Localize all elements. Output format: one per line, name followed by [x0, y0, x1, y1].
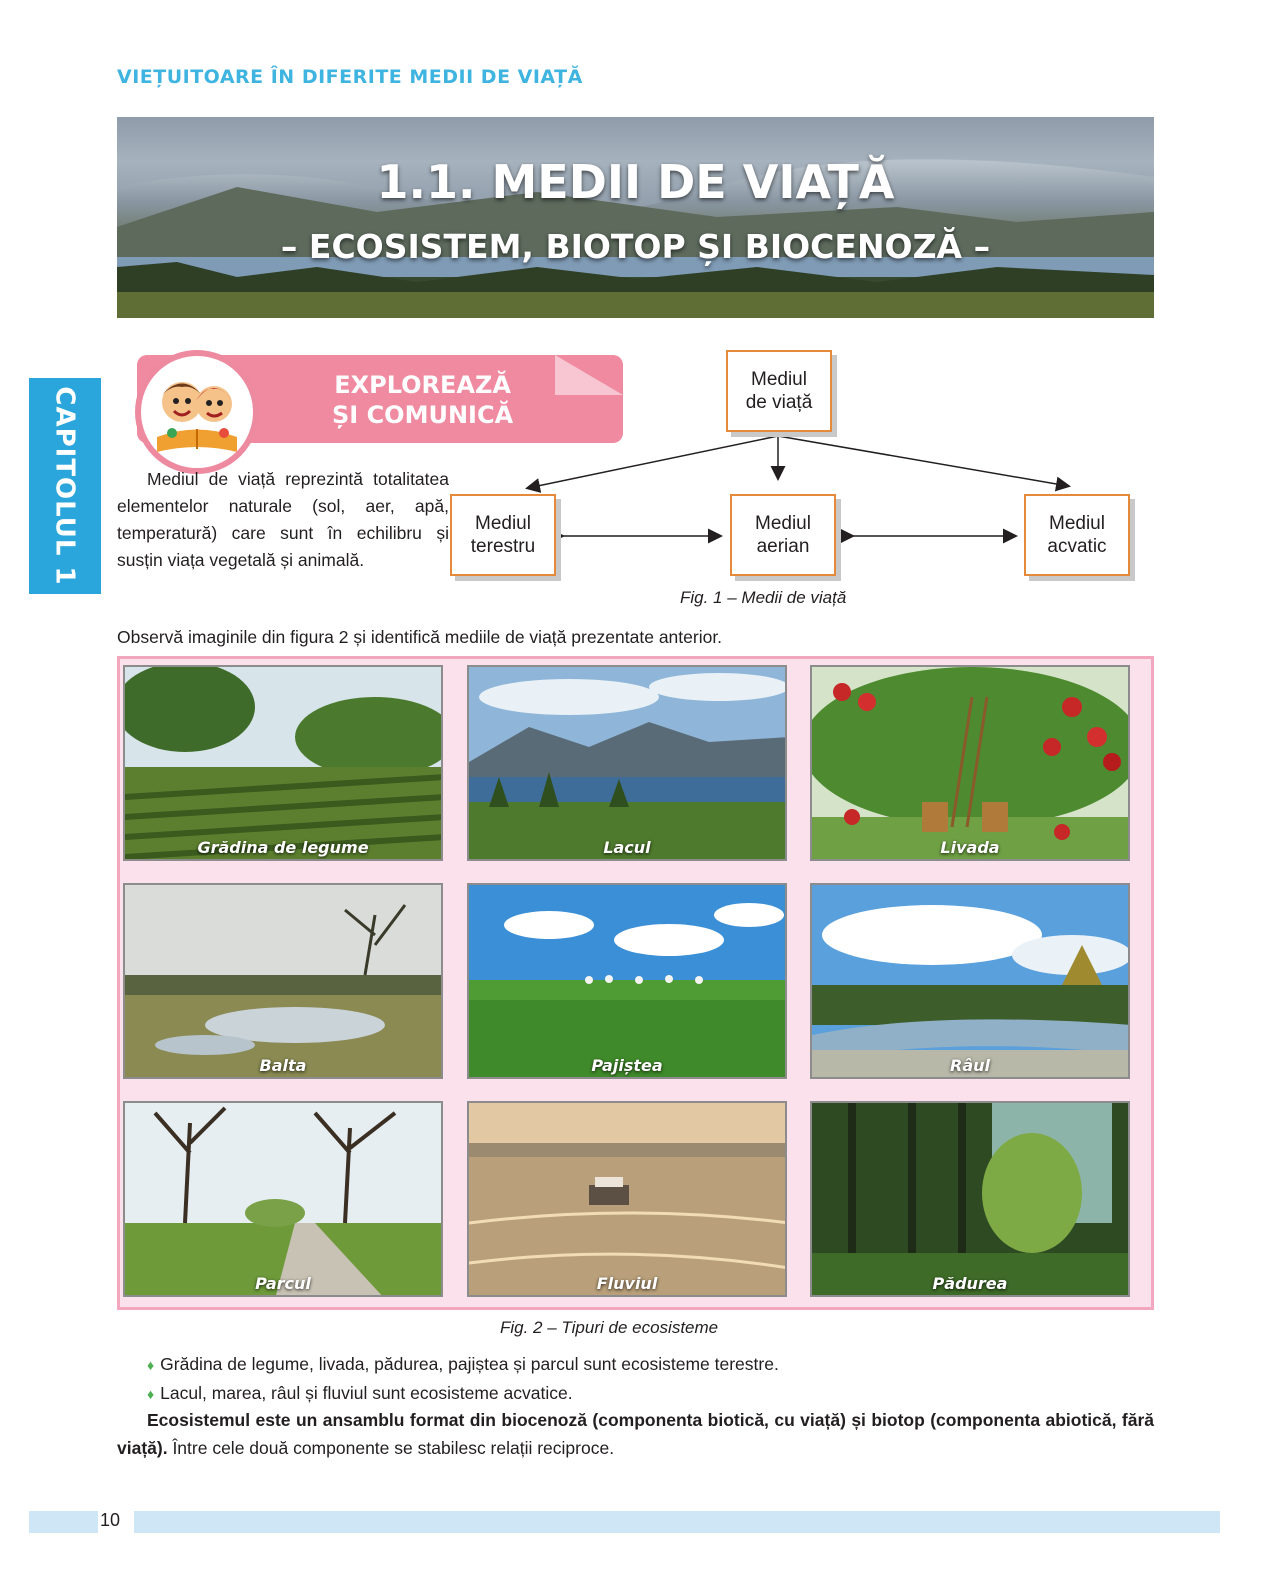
photo-lake	[467, 665, 787, 861]
tile-label: Grădina de legume	[197, 838, 369, 857]
box-root-line1: Mediul	[751, 369, 807, 390]
box-terrestrial	[450, 494, 556, 576]
footer-bar-left	[29, 1511, 98, 1533]
diamond-bullet-icon: ♦	[147, 1357, 155, 1373]
bullet-item	[147, 1379, 779, 1408]
bullet-text: Grădina de legume, livada, pădurea, pajiștea și parcul sunt ecosisteme terestre.	[160, 1354, 779, 1374]
photo-forest	[810, 1101, 1130, 1297]
photo-meadow	[467, 883, 787, 1079]
bullet-item	[147, 1350, 779, 1379]
definition-paragraph	[117, 1406, 1154, 1462]
tile-label: Parcul	[255, 1274, 311, 1293]
habitat-diagram	[450, 350, 1150, 620]
box-aerial	[730, 494, 836, 576]
box-terrestrial-line2: terestru	[470, 536, 536, 557]
chapter-tab	[29, 378, 101, 594]
intro-paragraph: Mediul de viață reprezintă totalitatea elementelor naturale (sol, aer, apă, temperatură) care sunt în echilibru și susțin viața vegetală și animală.	[117, 469, 449, 570]
box-aerial-line1: Mediul	[755, 513, 811, 534]
explore-line-2: ȘI COMUNICĂ	[332, 401, 514, 429]
box-root-line2: de viață	[745, 392, 813, 413]
tile-label: Fluviul	[596, 1274, 658, 1293]
footer-bar-right	[134, 1511, 1220, 1533]
explore-line-1: EXPLOREAZĂ	[334, 371, 511, 399]
lesson-title: 1.1. MEDII DE VIAȚĂ	[376, 155, 895, 209]
photo-orchard	[810, 665, 1130, 861]
page-number: 10	[100, 1510, 121, 1530]
definition-rest: Între cele două componente se stabilesc relații reciproce.	[167, 1438, 615, 1458]
tile-label: Lacul	[603, 838, 651, 857]
bullet-list	[147, 1350, 779, 1408]
tile-label: Pădurea	[932, 1274, 1008, 1293]
diamond-bullet-icon: ♦	[147, 1386, 155, 1402]
instruction-text: Observă imaginile din figura 2 și identifică mediile de viață prezentate anterior.	[117, 627, 723, 647]
lesson-subtitle: – ECOSISTEM, BIOTOP ȘI BIOCENOZĂ –	[280, 227, 991, 266]
box-aquatic	[1024, 494, 1130, 576]
figure1-caption: Fig. 1 – Medii de viață	[680, 588, 847, 607]
box-aquatic-line2: acvatic	[1047, 536, 1107, 557]
tile-label: Livada	[940, 838, 1000, 857]
chapter-tab-label: CAPITOLUL 1	[50, 386, 81, 586]
definition-bold: Ecosistemul este un ansamblu format din biocenoză (componenta biotică, cu viață) și biotop (componenta abiotică, fără viață).	[117, 1410, 1154, 1458]
photo-pond	[123, 883, 443, 1079]
box-aerial-line2: aerian	[756, 536, 810, 557]
children-reading-icon	[135, 350, 259, 474]
lesson-banner	[117, 117, 1154, 318]
box-terrestrial-line1: Mediul	[475, 513, 531, 534]
ecosystem-image-grid	[117, 656, 1154, 1310]
photo-park	[123, 1101, 443, 1297]
photo-river-large	[467, 1101, 787, 1297]
tile-label: Balta	[259, 1056, 307, 1075]
tile-label: Râul	[950, 1056, 990, 1075]
running-title: VIEȚUITOARE ÎN DIFERITE MEDII DE VIAȚĂ	[117, 66, 583, 88]
landscape-banner-image	[117, 117, 1154, 318]
tile-label: Pajiștea	[591, 1056, 663, 1075]
photo-river	[810, 883, 1130, 1079]
bullet-text: Lacul, marea, râul și fluviul sunt ecosisteme acvatice.	[160, 1383, 573, 1403]
box-habitat-root	[726, 350, 832, 432]
box-aquatic-line1: Mediul	[1049, 513, 1105, 534]
figure2-caption: Fig. 2 – Tipuri de ecosisteme	[500, 1318, 719, 1337]
photo-vegetable-garden	[123, 665, 443, 861]
